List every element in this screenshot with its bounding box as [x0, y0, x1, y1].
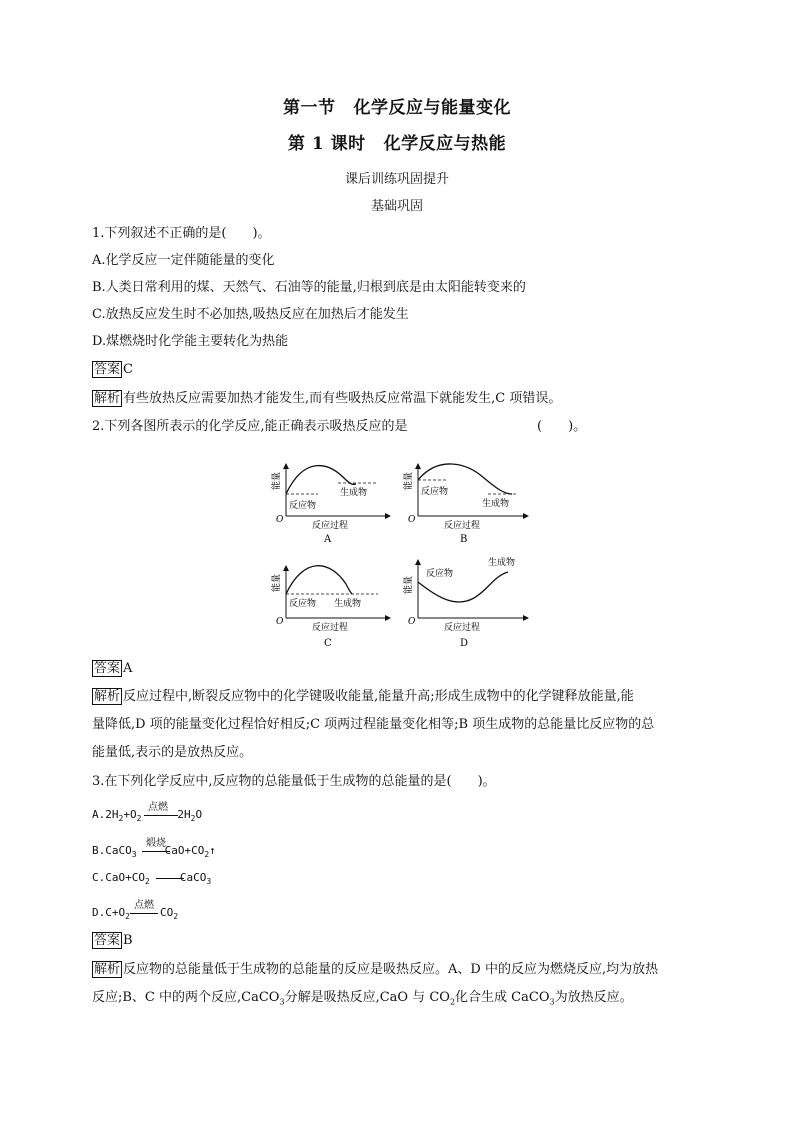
product-label: 生成物 — [334, 599, 362, 609]
origin-label: O — [408, 515, 416, 525]
subtitle: 课后训练巩固提升 — [344, 172, 449, 187]
analysis-tag: 解析 — [94, 689, 121, 704]
answer-value: A — [123, 661, 133, 676]
q3-option-d-arrow — [130, 913, 158, 914]
origin-label: O — [408, 617, 416, 627]
q1-option-b: B.人类日常利用的煤、天然气、石油等的能量,归根到底是由太阳能转变来的 — [92, 280, 526, 295]
q1-option-c: C.放热反应发生时不必加热,吸热反应在加热后才能发生 — [92, 307, 409, 322]
q3-option-d: $D.C+O_2$ $CO_2$ — [92, 906, 179, 922]
section-label: 基础巩固 — [370, 199, 423, 214]
section-title — [0, 100, 794, 116]
q3-option-b-condition: 煅烧 — [146, 838, 166, 849]
q3-option-a: $A.2H_2+O_2$ $2H_2O$ — [92, 808, 203, 824]
x-label: 反应过程 — [312, 623, 349, 633]
panel-b — [402, 464, 528, 545]
x-label: 反应过程 — [312, 521, 349, 531]
analysis-text: 有些放热反应需要加热才能发生,而有些吸热反应常温下就能发生,C 项错误。 — [123, 391, 562, 406]
q3-stem: 3.在下列化学反应中,反应物的总能量低于生成物的总能量的是( )。 — [92, 774, 496, 789]
q1-option-d: D.煤燃烧时化学能主要转化为热能 — [92, 334, 289, 349]
analysis-text: 反应过程中,断裂反应物中的化学键吸收能量,能量升高;形成生成物中的化学键释放能量,能 — [123, 689, 634, 704]
q3-option-b-arrow — [142, 851, 170, 852]
answer-value: B — [123, 933, 133, 948]
answer-value: C — [123, 362, 133, 377]
q2-analysis-line-3: 能量低,表示的是放热反应。 — [92, 745, 253, 760]
x-label: 反应过程 — [444, 521, 481, 531]
panel-label-a: A — [324, 534, 332, 545]
panel-c — [270, 566, 390, 649]
q2-analysis-line-2: 量降低,D 项的能量变化过程恰好相反;C 项两过程能量变化相等;B 项生成物的总能量比反应物的总 — [92, 717, 655, 732]
q1-option-a: A.化学反应一定伴随能量的变化 — [92, 253, 275, 268]
y-label: 能量 — [272, 471, 282, 490]
q1-stem: 1.下列叙述不正确的是( )。 — [92, 226, 271, 241]
q1-analysis — [92, 391, 561, 407]
lesson-name: 化学反应与热能 — [383, 134, 507, 154]
panel-label-b: B — [460, 534, 468, 545]
q3-option-c: $C.CaO+CO_2$ CaCO$_3$ — [92, 871, 212, 887]
origin-label: O — [276, 617, 284, 627]
y-label: 能量 — [272, 573, 282, 592]
lesson-number: 第 1 课时 — [287, 134, 366, 154]
q3-answer — [92, 933, 133, 949]
product-label: 生成物 — [488, 558, 516, 568]
y-label: 能量 — [404, 575, 414, 594]
analysis-tag: 解析 — [94, 391, 121, 406]
product-label: 生成物 — [340, 488, 368, 498]
y-label: 能量 — [404, 471, 414, 490]
reactant-label: 反应物 — [289, 501, 317, 511]
origin-label: O — [276, 515, 284, 525]
panel-a — [270, 464, 390, 545]
energy-diagrams — [260, 450, 540, 660]
panel-label-d: D — [460, 638, 469, 649]
section-name: 化学反应与能量变化 — [353, 98, 511, 118]
q3-option-a-condition: 点燃 — [148, 802, 168, 813]
q2-analysis-line-1 — [92, 689, 634, 705]
reactant-label: 反应物 — [421, 487, 449, 497]
q3-option-a-arrow — [144, 815, 178, 816]
q3-option-b: B.CaCO$_3$ $CaO+CO_2↑$ — [92, 844, 216, 860]
section-number: 第一节 — [283, 98, 336, 118]
analysis-text: 反应物的总能量低于生成物的总能量的反应是吸热反应。A、D 中的反应为燃烧反应,均为放热 — [123, 962, 659, 977]
product-label: 生成物 — [482, 499, 510, 509]
lesson-title — [0, 136, 794, 152]
x-label: 反应过程 — [444, 623, 481, 633]
q2-stem: 2.下列各图所表示的化学反应,能正确表示吸热反应的是 — [92, 419, 408, 434]
answer-tag: 答案 — [94, 362, 121, 377]
answer-tag: 答案 — [94, 933, 121, 948]
q3-analysis-line-2: 反应;B、C 中的两个反应,CaCO$_3$分解是吸热反应,CaO 与 $CO_2$化合生成 CaCO$_3$为放热反应。 — [92, 990, 633, 1007]
panel-label-c: C — [324, 638, 332, 649]
q2-paren: ( )。 — [537, 419, 587, 434]
q1-answer — [92, 362, 133, 378]
q2-answer — [92, 661, 132, 677]
reactant-label: 反应物 — [289, 599, 317, 609]
analysis-tag: 解析 — [94, 962, 121, 977]
panel-d — [402, 556, 528, 649]
answer-tag: 答案 — [94, 661, 121, 676]
q3-option-c-arrow — [156, 878, 184, 879]
q3-option-d-condition: 点燃 — [134, 900, 154, 911]
q3-analysis-line-1 — [92, 962, 658, 978]
reactant-label: 反应物 — [426, 569, 454, 579]
